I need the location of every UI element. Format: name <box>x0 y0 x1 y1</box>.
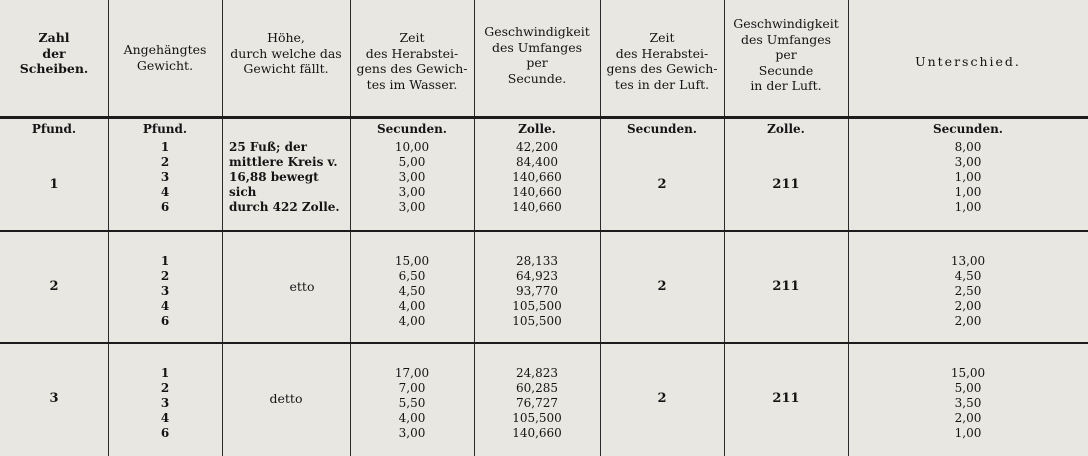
water-speed-value: 140,660 <box>512 200 562 214</box>
header-difference: Unterschied. <box>915 54 1021 69</box>
weight-value: 3 <box>160 284 170 298</box>
water-time-value: 3,00 <box>398 426 426 440</box>
weight-value: 1 <box>160 140 170 154</box>
water-time-value: 3,00 <box>398 200 426 214</box>
water-speed-value: 42,200 <box>516 140 558 154</box>
weight-value: 1 <box>160 366 170 380</box>
water-speed-value: 105,500 <box>512 299 562 313</box>
difference-value: 1,00 <box>954 170 982 184</box>
difference-value: 8,00 <box>954 140 982 154</box>
water-speed-value: 64,923 <box>516 269 558 283</box>
difference-value: 5,00 <box>954 381 982 395</box>
difference-list <box>848 366 1088 441</box>
unit-weight: Pfund. <box>142 122 188 136</box>
water-time-list <box>350 254 474 329</box>
weight-value: 2 <box>160 269 170 283</box>
weight-value: 2 <box>160 381 170 395</box>
water-time-value: 4,00 <box>398 299 426 313</box>
difference-value: 2,50 <box>954 284 982 298</box>
weight-value: 4 <box>160 299 170 313</box>
height-description: 25 Fuß; der mittlere Kreis v. 16,88 bewegt sich durch 422 Zolle. <box>229 140 340 214</box>
unit-difference: Secunden. <box>933 122 1003 136</box>
group-rule <box>0 342 1088 344</box>
difference-list <box>848 140 1088 215</box>
weight-list <box>108 254 222 329</box>
water-speed-value: 140,660 <box>512 185 562 199</box>
water-time-value: 4,00 <box>398 411 426 425</box>
weight-value: 6 <box>160 426 170 440</box>
air-time-value: 2 <box>657 391 667 406</box>
water-speed-list <box>474 366 600 441</box>
difference-value: 1,00 <box>954 185 982 199</box>
water-speed-list <box>474 140 600 215</box>
weight-value: 4 <box>160 185 170 199</box>
water-speed-value: 84,400 <box>516 155 558 169</box>
header-speed-air: Geschwindigkeit des Umfanges per Secunde in der Luft. <box>733 16 839 93</box>
header-disc-count: Zahl der Scheiben. <box>19 30 89 76</box>
header-rule <box>0 116 1088 119</box>
header-speed-water: Geschwindigkeit des Umfanges per Secunde. <box>484 24 590 86</box>
water-speed-value: 140,660 <box>512 170 562 184</box>
header-height: Höhe, durch welche das Gewicht fällt. <box>230 30 342 76</box>
difference-list <box>848 254 1088 329</box>
water-time-value: 4,50 <box>398 284 426 298</box>
water-time-value: 10,00 <box>394 140 430 154</box>
water-time-list <box>350 140 474 215</box>
water-speed-value: 140,660 <box>512 426 562 440</box>
weight-value: 2 <box>160 155 170 169</box>
water-speed-value: 105,500 <box>512 411 562 425</box>
header-time-air: Zeit des Herabstei- gens des Gewich- tes in der Luft. <box>606 30 718 92</box>
air-speed-value: 211 <box>772 279 800 294</box>
water-time-value: 3,00 <box>398 185 426 199</box>
water-speed-list <box>474 254 600 329</box>
weight-list <box>108 366 222 441</box>
difference-value: 3,00 <box>954 155 982 169</box>
unit-time-air: Secunden. <box>627 122 697 136</box>
weight-value: 6 <box>160 200 170 214</box>
group-rule <box>0 230 1088 232</box>
height-description: etto <box>289 279 315 294</box>
unit-speed-water: Zolle. <box>518 122 556 136</box>
weight-value: 1 <box>160 254 170 268</box>
water-time-value: 7,00 <box>398 381 426 395</box>
disc-number: 1 <box>49 177 59 192</box>
water-time-value: 5,50 <box>398 396 426 410</box>
difference-value: 1,00 <box>954 200 982 214</box>
difference-value: 2,00 <box>954 411 982 425</box>
water-time-value: 6,50 <box>398 269 426 283</box>
difference-value: 3,50 <box>954 396 982 410</box>
water-time-value: 3,00 <box>398 170 426 184</box>
header-weight: Angehängtes Gewicht. <box>123 42 207 73</box>
weight-value: 3 <box>160 396 170 410</box>
water-speed-value: 28,133 <box>516 254 558 268</box>
disc-number: 3 <box>49 391 59 406</box>
water-speed-value: 60,285 <box>516 381 558 395</box>
header-time-water: Zeit des Herabstei- gens des Gewich- tes im Wasser. <box>356 30 468 92</box>
air-speed-value: 211 <box>772 391 800 406</box>
difference-value: 2,00 <box>954 314 982 328</box>
difference-value: 15,00 <box>950 366 986 380</box>
air-time-value: 2 <box>657 279 667 294</box>
weight-value: 3 <box>160 170 170 184</box>
water-time-value: 4,00 <box>398 314 426 328</box>
weight-list <box>108 140 222 215</box>
height-description: detto <box>269 391 303 406</box>
water-time-value: 5,00 <box>398 155 426 169</box>
air-time-value: 2 <box>657 177 667 192</box>
weight-value: 4 <box>160 411 170 425</box>
unit-disc: Pfund. <box>31 122 77 136</box>
disc-number: 2 <box>49 279 59 294</box>
difference-value: 13,00 <box>950 254 986 268</box>
water-speed-value: 24,823 <box>516 366 558 380</box>
water-time-value: 17,00 <box>394 366 430 380</box>
weight-value: 6 <box>160 314 170 328</box>
water-time-value: 15,00 <box>394 254 430 268</box>
water-speed-value: 76,727 <box>516 396 558 410</box>
difference-value: 1,00 <box>954 426 982 440</box>
water-speed-value: 105,500 <box>512 314 562 328</box>
air-speed-value: 211 <box>772 177 800 192</box>
difference-value: 4,50 <box>954 269 982 283</box>
water-speed-value: 93,770 <box>516 284 558 298</box>
unit-speed-air: Zolle. <box>767 122 805 136</box>
unit-time-water: Secunden. <box>377 122 447 136</box>
difference-value: 2,00 <box>954 299 982 313</box>
water-time-list <box>350 366 474 441</box>
